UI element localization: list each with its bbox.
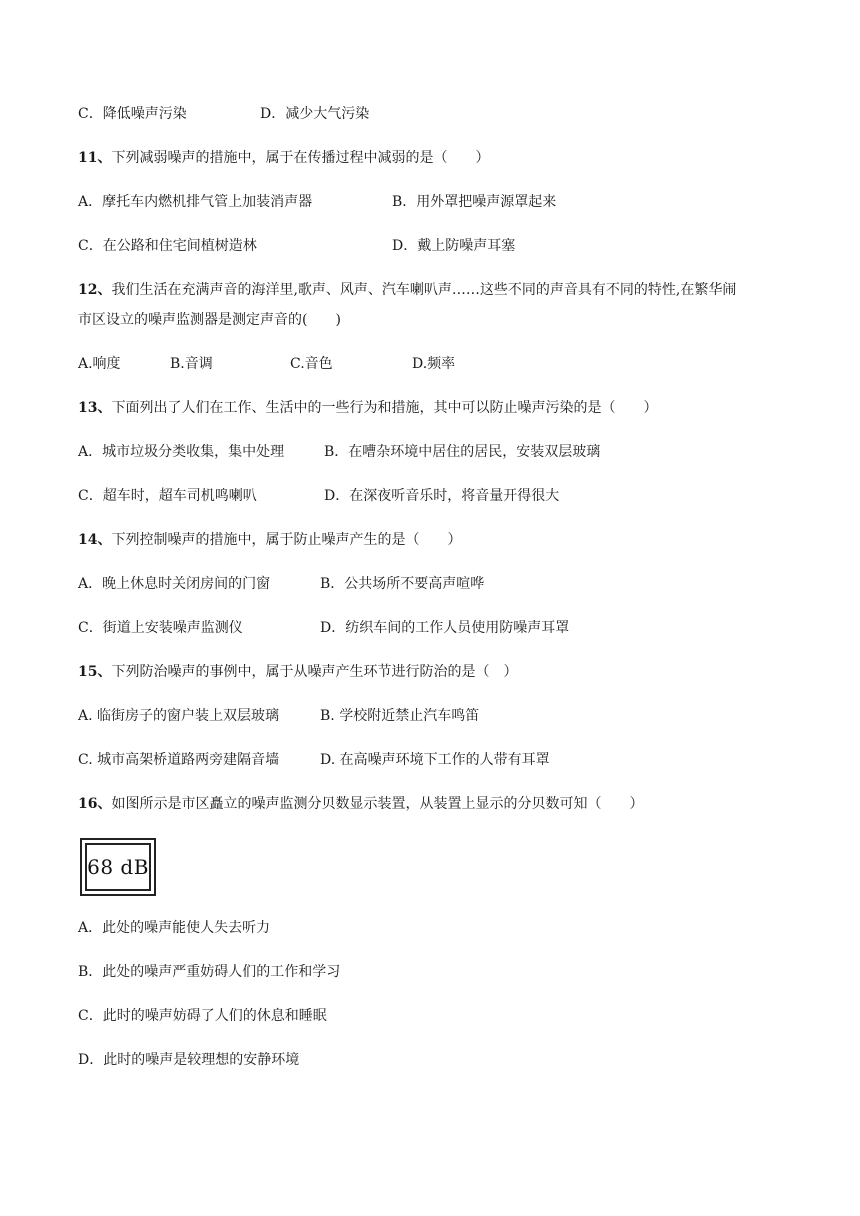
q12-option-d: D.频率 bbox=[412, 356, 456, 372]
q15-option-a: A. 临街房子的窗户装上双层玻璃 bbox=[78, 708, 280, 724]
q16-option-a: A．此处的噪声能使人失去听力 bbox=[78, 920, 271, 936]
q16-number: 16、 bbox=[78, 796, 112, 812]
q12-text-line1: 我们生活在充满声音的海洋里,歌声、风声、汽车喇叭声……这些不同的声音具有不同的特性,在繁华闹 bbox=[111, 282, 737, 298]
q14-option-c: C．街道上安装噪声监测仪 bbox=[78, 620, 243, 636]
q14-text: 下列控制噪声的措施中，属于防止噪声产生的是（ ） bbox=[111, 532, 462, 548]
decibel-display-figure bbox=[80, 838, 156, 896]
q11-text: 下列减弱噪声的措施中，属于在传播过程中减弱的是（ ） bbox=[111, 150, 490, 166]
q14-option-d: D．纺织车间的工作人员使用防噪声耳罩 bbox=[320, 620, 570, 636]
q15-text: 下列防治噪声的事例中，属于从噪声产生环节进行防治的是（ ） bbox=[111, 664, 518, 680]
q13-option-a: A．城市垃圾分类收集，集中处理 bbox=[78, 444, 285, 460]
q14-option-b: B．公共场所不要高声喧哗 bbox=[320, 576, 485, 592]
q12-stem-line2: 市区设立的噪声监测器是测定声音的( ) bbox=[78, 312, 341, 328]
q11-option-c: C．在公路和住宅间植树造林 bbox=[78, 238, 257, 254]
q16-text: 如图所示是市区矗立的噪声监测分贝数显示装置，从装置上显示的分贝数可知（ ） bbox=[111, 796, 644, 812]
q10-option-d: D．减少大气污染 bbox=[260, 106, 370, 122]
q15-option-b: B. 学校附近禁止汽车鸣笛 bbox=[320, 708, 480, 724]
q13-option-b: B．在嘈杂环境中居住的居民，安装双层玻璃 bbox=[324, 444, 601, 460]
decibel-display-value: 68 dB bbox=[85, 843, 151, 891]
q11-option-a: A．摩托车内燃机排气管上加装消声器 bbox=[78, 194, 313, 210]
q14-option-a: A．晚上休息时关闭房间的门窗 bbox=[78, 576, 271, 592]
q11-option-b: B．用外罩把噪声源罩起来 bbox=[392, 194, 557, 210]
q13-option-d: D．在深夜听音乐时，将音量开得很大 bbox=[324, 488, 560, 504]
q15-stem bbox=[78, 662, 517, 682]
q16-option-d: D．此时的噪声是较理想的安静环境 bbox=[78, 1052, 300, 1068]
q12-stem-line1 bbox=[78, 280, 736, 300]
q16-option-c: C．此时的噪声妨碍了人们的休息和睡眠 bbox=[78, 1008, 327, 1024]
q13-stem bbox=[78, 398, 657, 418]
q11-stem bbox=[78, 148, 489, 168]
q11-option-d: D．戴上防噪声耳塞 bbox=[392, 238, 516, 254]
q11-number: 11、 bbox=[78, 150, 112, 166]
q14-number: 14、 bbox=[78, 532, 112, 548]
q10-option-c: C．降低噪声污染 bbox=[78, 106, 187, 122]
q15-option-c: C. 城市高架桥道路两旁建隔音墙 bbox=[78, 752, 280, 768]
q12-option-a: A.响度 bbox=[78, 356, 121, 372]
q13-number: 13、 bbox=[78, 400, 112, 416]
q16-stem bbox=[78, 794, 643, 814]
q12-option-c: C.音色 bbox=[290, 356, 333, 372]
q15-option-d: D. 在高噪声环境下工作的人带有耳罩 bbox=[320, 752, 550, 768]
q15-number: 15、 bbox=[78, 664, 112, 680]
q13-option-c: C．超车时，超车司机鸣喇叭 bbox=[78, 488, 257, 504]
q12-option-b: B.音调 bbox=[170, 356, 213, 372]
q16-option-b: B．此处的噪声严重妨碍人们的工作和学习 bbox=[78, 964, 341, 980]
q14-stem bbox=[78, 530, 461, 550]
q13-text: 下面列出了人们在工作、生活中的一些行为和措施，其中可以防止噪声污染的是（ ） bbox=[111, 400, 658, 416]
q12-number: 12、 bbox=[78, 282, 112, 298]
